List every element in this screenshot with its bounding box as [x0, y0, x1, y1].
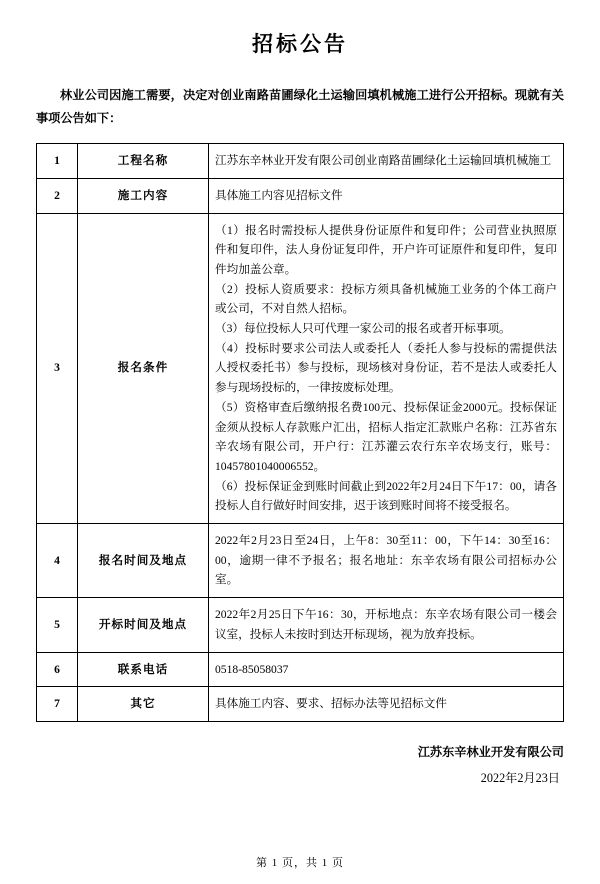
table-body: [37, 144, 564, 722]
row-value: [209, 524, 564, 598]
row-label: 报名条件: [78, 213, 209, 524]
announcement-table: [36, 143, 564, 722]
row-label: 开标时间及地点: [78, 598, 209, 652]
intro-paragraph: 林业公司因施工需要，决定对创业南路苗圃绿化土运输回填机械施工进行公开招标。现就有关事项公告如下：: [36, 88, 564, 125]
row-number: 1: [37, 144, 78, 179]
row-value-line: 具体施工内容见招标文件: [215, 188, 343, 202]
row-number: 2: [37, 178, 78, 213]
row-number: 3: [37, 213, 78, 524]
table-row: [37, 652, 564, 687]
row-value-line: （6）投标保证金到账时间截止到2022年2月24日下午17：00，请各投标人自行做好时间安排，迟于该到账时间将不接受报名。: [215, 479, 557, 513]
table-row: [37, 687, 564, 722]
row-number: 7: [37, 687, 78, 722]
table-row: [37, 178, 564, 213]
page-title: 招标公告: [252, 32, 348, 56]
row-value: [209, 213, 564, 524]
row-value: [209, 652, 564, 687]
row-value: [209, 598, 564, 652]
row-value: [209, 144, 564, 179]
row-value-line: 江苏东辛林业开发有限公司创业南路苗圃绿化土运输回填机械施工: [215, 154, 552, 168]
row-value-line: 0518-85058037: [215, 662, 289, 676]
table-row: [37, 598, 564, 652]
row-value: [209, 687, 564, 722]
signature-date: 2022年2月23日: [480, 770, 560, 785]
table-row: [37, 144, 564, 179]
row-label: 施工内容: [78, 178, 209, 213]
row-value: [209, 178, 564, 213]
table-row: [37, 524, 564, 598]
row-value-line: （4）投标时要求公司法人或委托人（委托人参与投标的需提供法人授权委托书）参与投标，现场核对身份证，若不是法人或委托人参与现场投标的，一律按废标处理。: [215, 341, 557, 395]
row-label: 报名时间及地点: [78, 524, 209, 598]
document-page: [0, 28, 600, 884]
row-value-line: 2022年2月25日下午16：30，开标地点：东辛农场有限公司一楼会议室，投标人未按时到达开标现场，视为放弃投标。: [215, 608, 557, 641]
row-value-line: 2022年2月23日至24日，上午8：30至11：00，下午14：30至16：00，逾期一律不予报名；报名地址：东辛农场有限公司招标办公室。: [215, 534, 557, 587]
row-value-line: （1）报名时需投标人提供身份证原件和复印件；公司营业执照原件和复印件，法人身份证复印件，开户许可证原件和复印件，复印件均加盖公章。: [215, 223, 557, 276]
page-footer: 第 1 页，共 1 页: [256, 857, 344, 869]
row-label: 其它: [78, 687, 209, 722]
signature-company: 江苏东辛林业开发有限公司: [417, 745, 564, 759]
row-number: 5: [37, 598, 78, 652]
row-number: 6: [37, 652, 78, 687]
row-label: 联系电话: [78, 652, 209, 687]
row-number: 4: [37, 524, 78, 598]
row-value-line: （3）每位投标人只可代理一家公司的报名或者开标事项。: [215, 322, 511, 336]
row-label: 工程名称: [78, 144, 209, 179]
row-value-line: 具体施工内容、要求、招标办法等见招标文件: [215, 697, 447, 711]
row-value-line: （2）投标人资质要求：投标方须具备机械施工业务的个体工商户或公司，不对自然人招标。: [215, 282, 557, 316]
row-value-line: （5）资格审查后缴纳报名费100元、投标保证金2000元。投标保证金须从投标人存款账户汇出，招标人指定汇款账户名称：江苏省东辛农场有限公司，开户行：江苏灌云农行东辛农场支行，账号：10457801040006552。: [215, 400, 557, 473]
table-row: [37, 213, 564, 524]
